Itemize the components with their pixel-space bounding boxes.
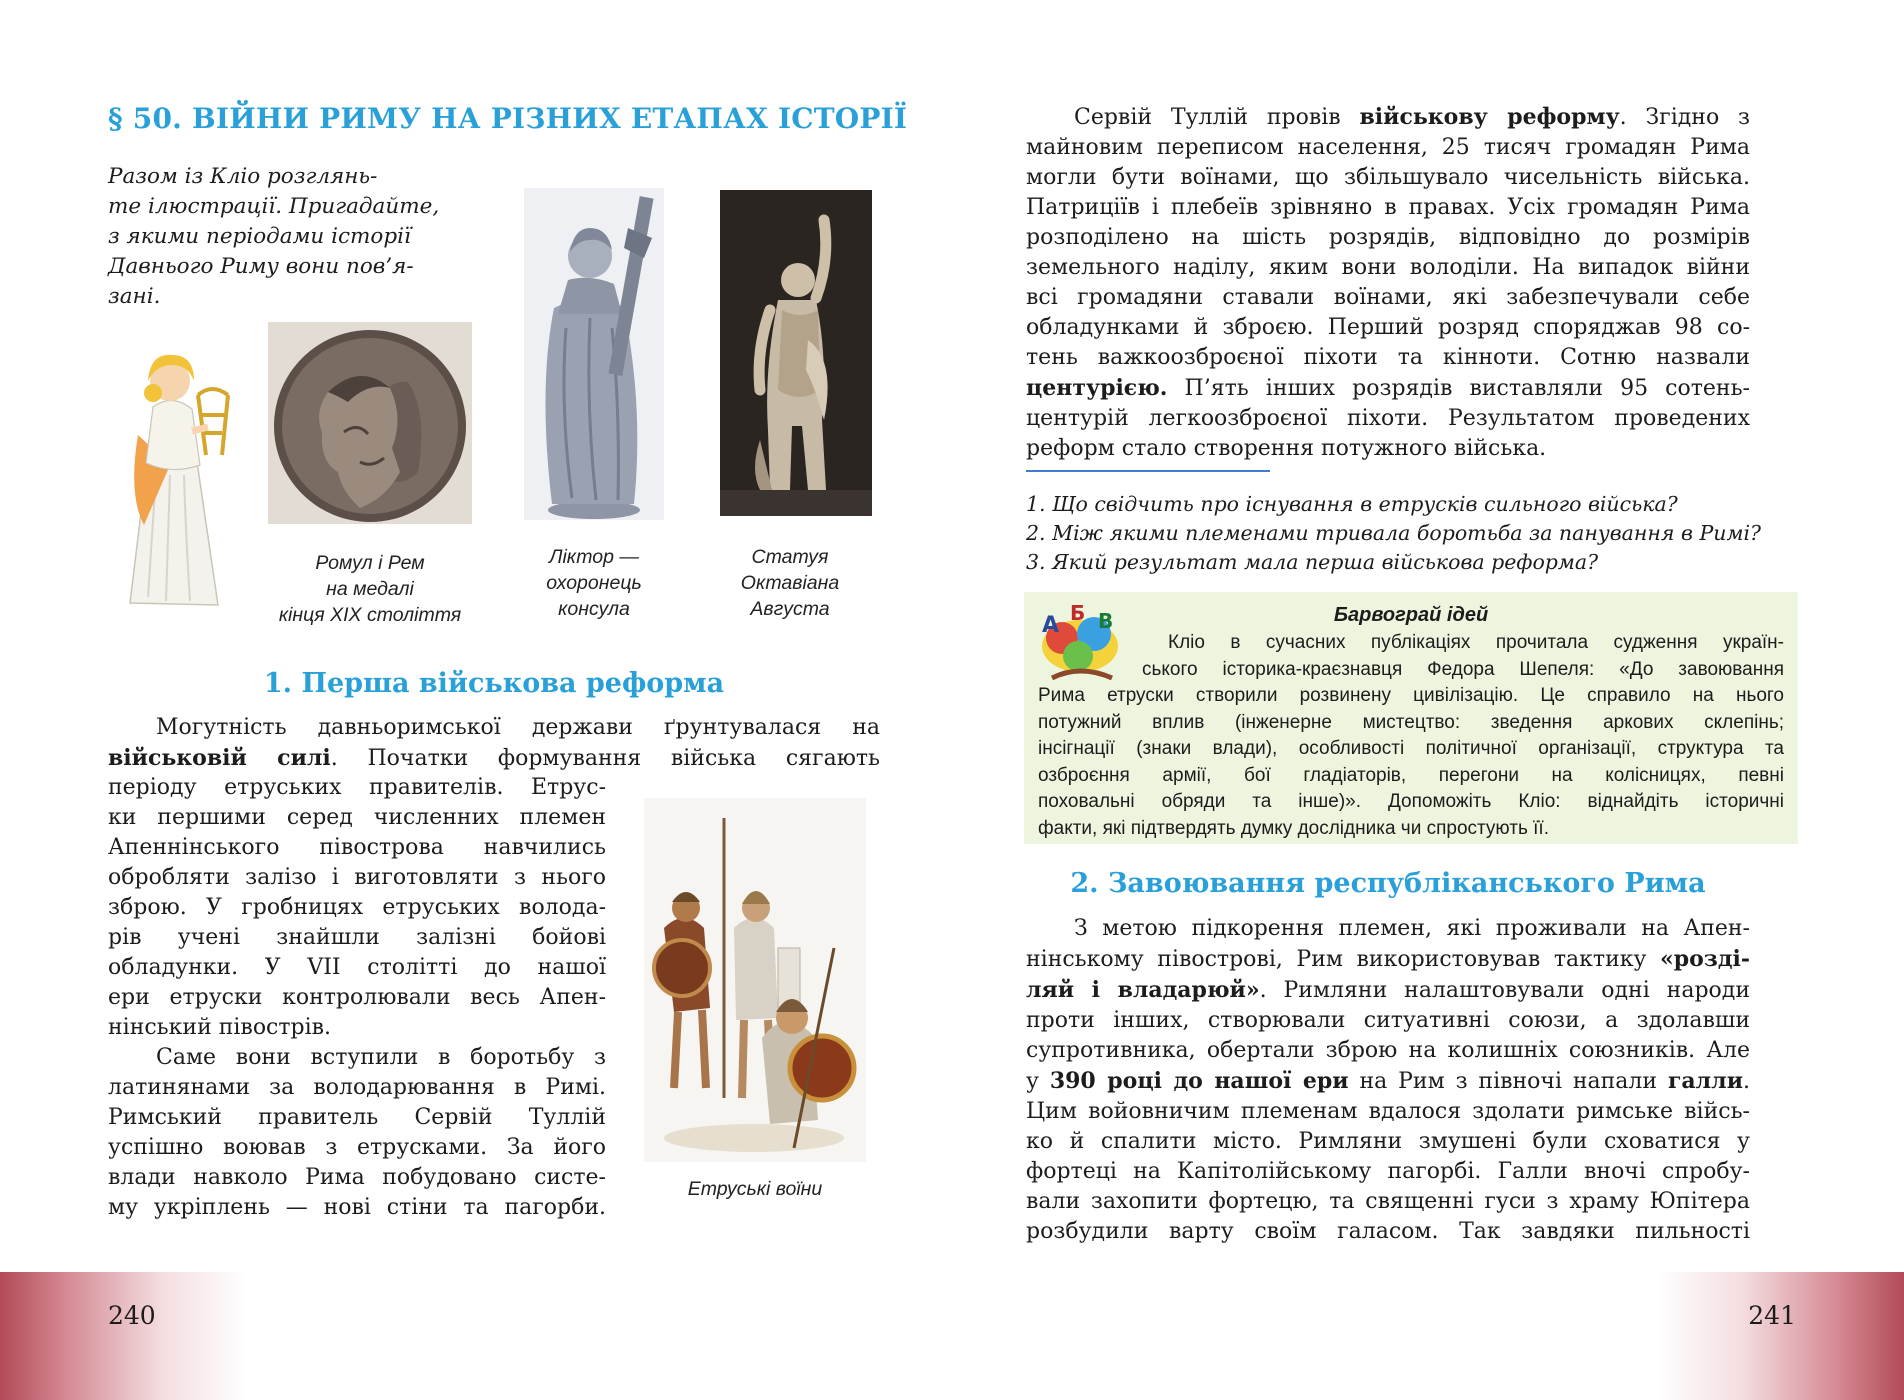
question-item: 1. Що свідчить про існування в етрусків сильного війська?	[1026, 492, 1678, 516]
reform-text	[1026, 102, 1750, 464]
section-divider	[1026, 470, 1270, 472]
intro-line: те ілюстрації. Пригадайте,	[108, 194, 440, 219]
body-line: обладунками й зброєю. Перший розряд споряджав 98 со-	[1026, 315, 1750, 340]
body-line: розбудили варту своїм галасом. Так завдяки пильності	[1026, 1219, 1750, 1244]
body-line: Апеннінського півострова навчились	[108, 835, 606, 860]
section-1-text-full	[108, 713, 880, 774]
body-line: Могутність давньоримської держави ґрунтувалася на	[156, 715, 880, 740]
body-line: у 390 році до нашої ери на Рим з півночі напали галли.	[1026, 1068, 1751, 1094]
section-1-text-narrow	[108, 773, 606, 1223]
body-line: всі громадяни ставали воїнами, які забезпечували себе	[1026, 285, 1750, 310]
bold-term: військовій силі	[108, 745, 331, 771]
body-line: зброю. У гробницях етруських волода-	[108, 895, 606, 920]
body-line: земельного наділу, яким вони володіли. На випадок війни	[1026, 255, 1750, 280]
idea-box	[1024, 592, 1798, 844]
clio-muse-illustration	[108, 335, 250, 613]
body-line: розподілено на шість розрядів, відповідно до розмірів	[1026, 225, 1750, 250]
body-line: нінський півострів.	[108, 1015, 332, 1040]
body-line: му укріплень — нові стіни та пагорби.	[108, 1195, 606, 1220]
intro-line: з якими періодами історії	[108, 224, 411, 249]
page-title: § 50. ВІЙНИ РИМУ НА РІЗНИХ ЕТАПАХ ІСТОРІЇ	[108, 102, 908, 135]
coin-caption: Ромул і Рем на медалі кінця XIX століття	[278, 552, 462, 626]
idea-line: інсігнації (знаки влади), особливості політичної організації, структура та	[1038, 738, 1784, 759]
etruscan-warriors-illustration	[644, 798, 866, 1162]
lictor-caption: Ліктор — охоронець консула	[546, 546, 642, 620]
svg-text:В: В	[1098, 609, 1114, 633]
body-line: реформ стало створення потужного війська.	[1026, 436, 1547, 461]
svg-text:Б: Б	[1070, 601, 1086, 625]
augustus-statue-photo	[720, 190, 872, 516]
body-line: центурій легкоозброєної піхоти. Результатом проведених	[1026, 406, 1750, 431]
body-line: Римський правитель Сервій Туллій	[108, 1105, 606, 1130]
section-1-heading: 1. Перша військова реформа	[263, 668, 725, 699]
body-line: проти інших, створювали ситуативні союзи, а здолавши	[1026, 1008, 1750, 1033]
body-line: періоду етруських правителів. Етрус-	[108, 775, 606, 800]
body-line: влади навколо Рима побудовано систе-	[108, 1165, 606, 1190]
bold-term: «розді-	[1660, 946, 1750, 972]
body-line: латинянами за володарювання в Римі.	[108, 1075, 606, 1100]
page-footer-band	[952, 1272, 1904, 1400]
page-number: 240	[108, 1301, 156, 1330]
body-line: супротивника, обертали зброю на колишніх союзників. Але	[1026, 1038, 1750, 1063]
idea-line: поховальні обряди та інше)». Допоможіть Кліо: віднайдіть історичні	[1038, 791, 1784, 812]
body-line: центурією. П’ять інших розрядів виставляли 95 сотень-	[1026, 375, 1750, 401]
body-line: військовій силі. Початки формування війська сягають	[108, 745, 880, 771]
body-line: обладунки. У VII столітті до нашої	[108, 955, 606, 980]
idea-line: озброєння армії, бої гладіаторів, перегони на колісницях, певні	[1038, 764, 1784, 786]
body-line: нінському півострові, Рим використовував тактику «розді-	[1026, 946, 1750, 972]
bold-term: 390 році до нашої ери	[1049, 1068, 1349, 1094]
question-item: 2. Між якими племенами тривала боротьба за панування в Римі?	[1026, 521, 1761, 545]
intro-text	[108, 162, 476, 312]
page-number: 241	[1748, 1301, 1796, 1330]
body-line: успішно воював з етрусками. За його	[108, 1135, 606, 1160]
body-line: Саме вони вступили в боротьбу з	[156, 1045, 606, 1070]
body-line: майновим переписом населення, 25 тисяч громадян Рима	[1026, 135, 1750, 160]
intro-line: Разом із Кліо розглянь-	[108, 164, 378, 189]
idea-line: Рима етруски створили розвинену цивілізацію. Це справило на нього	[1038, 685, 1784, 706]
intro-line: Давнього Риму вони пов’я-	[108, 254, 414, 279]
romulus-remus-coin-photo	[268, 322, 472, 524]
idea-line: потужний вплив (інженерне мистецтво: зведення аркових склепінь;	[1038, 711, 1784, 733]
body-line: ко й спалити місто. Римляни змушені були сховатися у	[1026, 1129, 1750, 1154]
page-footer-band	[0, 1272, 952, 1400]
warriors-caption: Етруські воїни	[687, 1178, 823, 1200]
idea-line: Кліо в сучасних публікаціях прочитала судження україн-	[1168, 632, 1784, 653]
body-line: фортеці на Капітолійському пагорбі. Галли вночі спробу-	[1026, 1159, 1750, 1184]
question-item: 3. Який результат мала перша військова реформа?	[1026, 550, 1599, 574]
section-2-text	[1026, 914, 1750, 1247]
lictor-statue-photo	[524, 188, 664, 520]
body-line: рів учені знайшли залізні бойові	[108, 925, 606, 950]
section-2-heading: 2. Завоювання республіканського Рима	[1070, 868, 1706, 899]
bold-term: галли	[1667, 1068, 1744, 1094]
body-line: ки першими серед численних племен	[108, 805, 606, 830]
bold-term: військову реформу	[1359, 104, 1620, 130]
right-page	[952, 0, 1904, 1400]
idea-box-title: Барвограй ідей	[1333, 604, 1489, 626]
idea-line: факти, які підтвердять думку дослідника чи спростують її.	[1038, 817, 1549, 839]
body-line: тень важкоозброєної піхоти та кінноти. Сотню назвали	[1026, 345, 1750, 370]
body-line: обробляти залізо і виготовляти з нього	[108, 865, 606, 890]
review-questions	[1026, 490, 1761, 577]
augustus-caption: Статуя Октавіана Августа	[740, 546, 840, 620]
body-line: Цим войовничим племенам вдалося здолати римське війсь-	[1026, 1099, 1750, 1124]
bold-term: центурією.	[1026, 375, 1168, 401]
body-line: вали захопити фортецю, та священні гуси з храму Юпітера	[1026, 1189, 1750, 1214]
idea-box-text	[1038, 630, 1784, 842]
body-line: могли бути воїнами, що збільшувало чисельність війська.	[1026, 165, 1750, 190]
body-line: З метою підкорення племен, які проживали на Апен-	[1074, 916, 1750, 941]
svg-text:А: А	[1042, 613, 1060, 638]
body-line: Патриціїв і плебеїв зрівняно в правах. Усіх громадян Рима	[1026, 195, 1750, 220]
bold-term: ляй і владарюй»	[1026, 977, 1260, 1003]
intro-line: зані.	[108, 284, 161, 309]
idea-line: ського історика-краєзнавця Федора Шепеля: «До завоювання	[1142, 658, 1784, 680]
body-line: ляй і владарюй». Римляни налаштовували одні народи	[1026, 977, 1750, 1003]
body-line: Сервій Туллій провів військову реформу. Згідно з	[1074, 104, 1750, 130]
body-line: ери етруски контролювали весь Апен-	[108, 985, 606, 1010]
